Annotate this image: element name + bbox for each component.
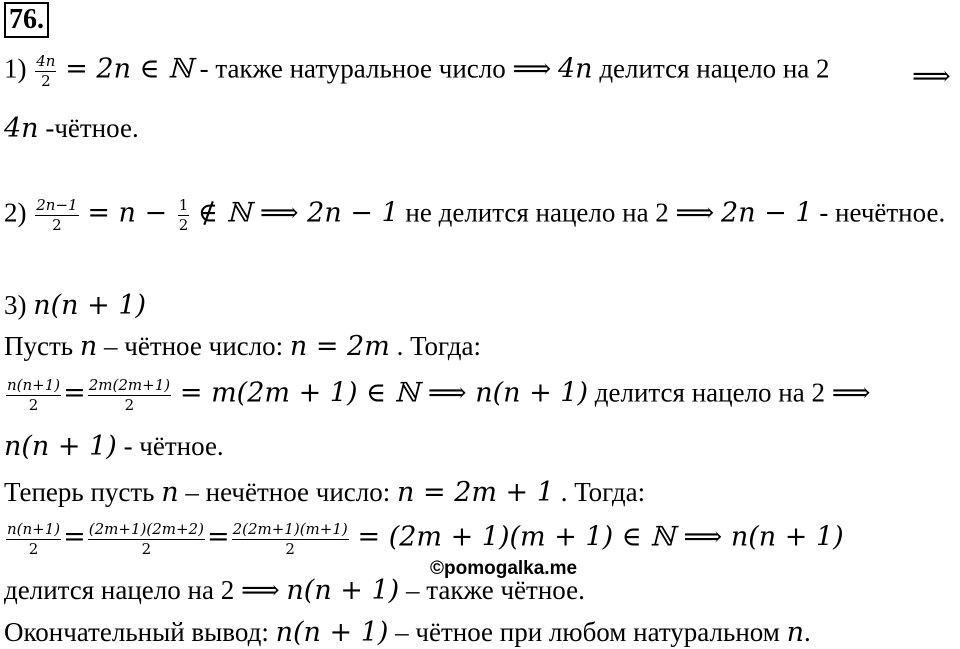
final-var: n: [786, 617, 804, 648]
even-frac1-num: n(n+1): [7, 376, 61, 394]
even-intro-var: n: [79, 331, 98, 362]
part1-frac-den: 2: [41, 72, 51, 90]
odd-concl-text2: – также чётное.: [405, 575, 585, 605]
even-intro-eq: n = 2m: [289, 331, 390, 362]
part2-half: [178, 196, 190, 235]
part2-label: 2): [4, 197, 27, 228]
even-text: делится нацело на 2 ⟹: [594, 377, 871, 408]
part2-half-num: 1: [178, 196, 189, 214]
even-eq-sign: =: [63, 377, 86, 409]
odd-frac2-num: (2m+1)(2m+2): [88, 520, 204, 538]
odd-frac2: [88, 520, 205, 559]
part3-odd-intro: [4, 476, 645, 509]
part1-label: 1): [4, 53, 27, 84]
part2-expr2: ∉ ℕ ⟹ 2n − 1: [198, 197, 399, 229]
final-dot: .: [803, 617, 811, 647]
part1-expr: = 2n ∈ ℕ: [65, 53, 193, 85]
part2-text1: не делится нацело на 2 ⟹: [405, 197, 722, 228]
odd-eq-sign2: =: [206, 521, 230, 553]
odd-intro-text2: – нечётное число:: [185, 477, 398, 507]
odd-expr: = (2m + 1)(m + 1) ∈ ℕ ⟹ n(n + 1): [357, 521, 844, 553]
even-frac2: [88, 376, 171, 415]
final-text2: – чётное при любом натуральном: [395, 617, 787, 647]
odd-intro-text3: . Тогда:: [560, 477, 646, 507]
odd-frac3-den: 2: [285, 540, 295, 558]
part2-frac-den: 2: [52, 216, 62, 234]
even-concl-expr: n(n + 1): [4, 431, 117, 462]
odd-frac1-den: 2: [28, 540, 39, 558]
part1-line1: [4, 52, 830, 91]
part1-line2-text: -чётное.: [45, 113, 139, 143]
part2-frac-num: 2n−1: [36, 196, 78, 214]
even-intro-text3: . Тогда:: [396, 331, 482, 361]
part3-odd-concl: [4, 574, 585, 607]
odd-concl-expr: n(n + 1): [286, 575, 400, 606]
part1-line2-expr: 4n: [4, 113, 39, 144]
odd-concl-text: делится нацело на 2 ⟹: [4, 575, 287, 605]
even-expr: = m(2m + 1) ∈ ℕ ⟹ n(n + 1): [179, 377, 589, 409]
part2-fraction: [35, 196, 78, 235]
even-frac2-den: 2: [124, 396, 135, 414]
part3-label: 3): [4, 290, 34, 320]
even-intro-text2: – чётное число:: [104, 331, 290, 361]
odd-frac2-den: 2: [141, 540, 152, 558]
part2-expr3: 2n − 1: [721, 197, 813, 229]
part1-fraction: [35, 52, 56, 91]
part1-text2: делится нацело на 2: [599, 53, 830, 84]
part3-odd-calc: [4, 520, 844, 559]
part3-even-calc: [4, 376, 870, 415]
watermark: ©pomogalka.me: [430, 558, 578, 579]
part2-expr1: = n −: [87, 197, 176, 229]
odd-intro-eq: n = 2m + 1: [397, 477, 554, 508]
final-expr: n(n + 1): [275, 617, 389, 648]
even-concl-text: - чётное.: [123, 431, 224, 461]
part3-final: [4, 616, 811, 649]
odd-frac3-num: 2(2m+1)(m+1): [232, 520, 348, 538]
part2-text2: - нечётное.: [819, 197, 946, 228]
part3-expr: n(n + 1): [33, 290, 147, 321]
part1-expr2: 4n: [557, 53, 593, 85]
odd-frac1: [6, 520, 61, 559]
part2-half-den: 2: [178, 216, 189, 234]
odd-eq-sign1: =: [63, 521, 86, 553]
part1-text1: - также натуральное число ⟹: [199, 53, 558, 84]
part1-arrow: ⟹: [912, 61, 951, 91]
task-number: 76.: [4, 2, 49, 38]
part1-frac-num: 4n: [36, 52, 56, 70]
even-frac1: [6, 376, 61, 415]
odd-frac3: [232, 520, 349, 559]
part1-line2: [4, 112, 139, 145]
final-text: Окончательный вывод:: [4, 617, 276, 647]
part3-heading: [4, 289, 146, 322]
part3-even-concl: [4, 430, 224, 463]
even-intro-text: Пусть: [4, 331, 80, 361]
part3-even-intro: [4, 330, 481, 363]
odd-intro-var: n: [161, 477, 179, 508]
even-frac2-num: 2m(2m+1): [88, 376, 171, 394]
even-frac1-den: 2: [28, 396, 39, 414]
part2-line: [4, 196, 945, 235]
odd-frac1-num: n(n+1): [7, 520, 61, 538]
odd-intro-text: Теперь пусть: [4, 477, 162, 507]
